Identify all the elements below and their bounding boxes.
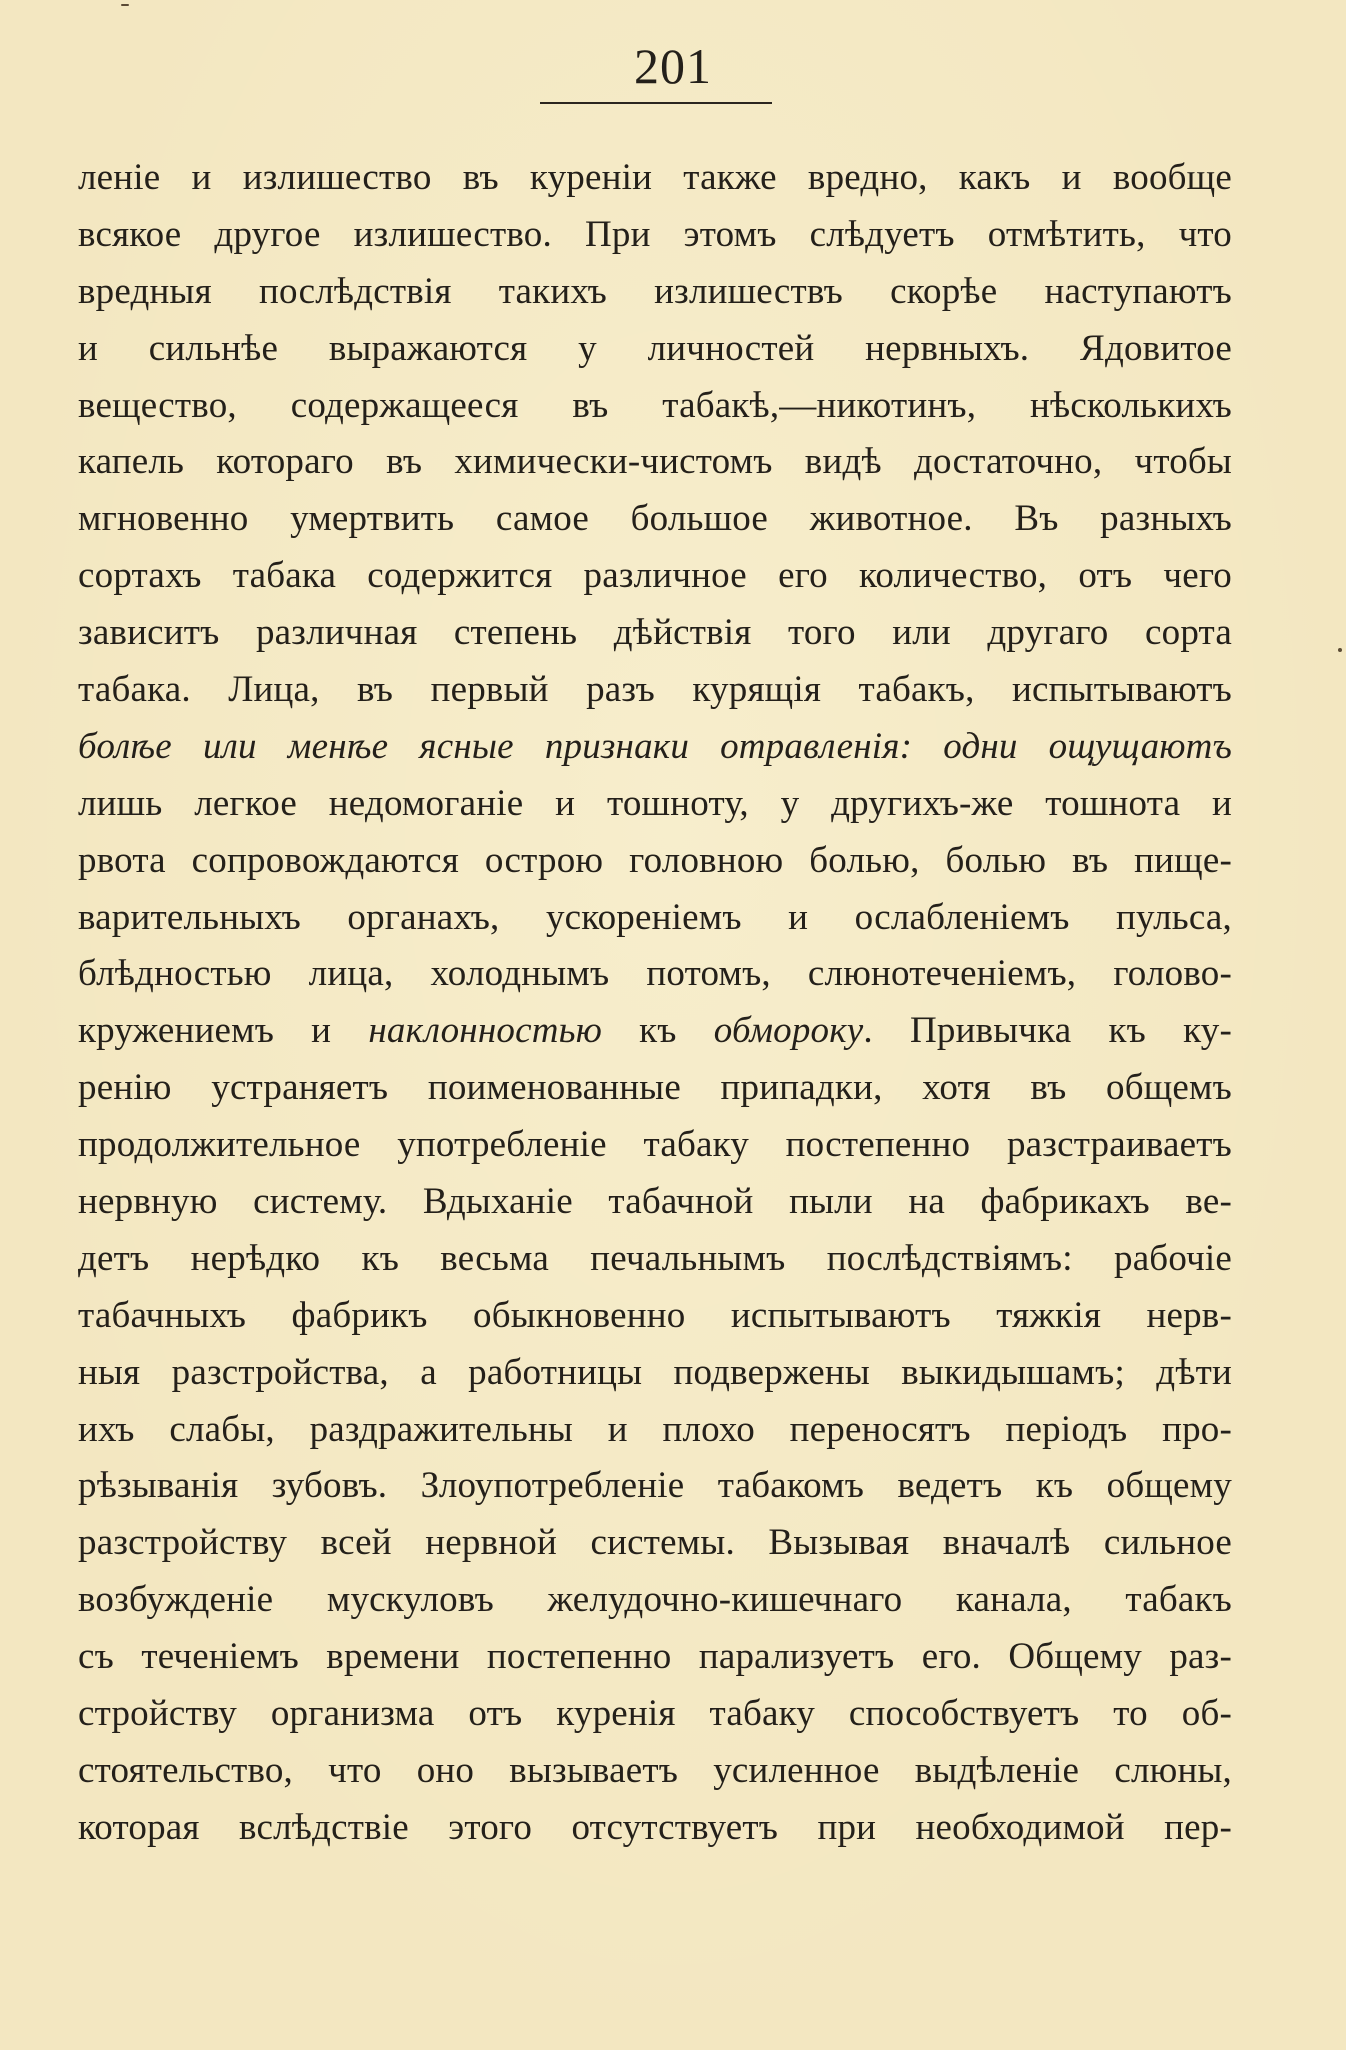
text-line-23: ихъ слабы, раздражительны и плохо переносятъ періодъ про- (78, 1408, 1232, 1450)
page-number-rule (540, 102, 772, 104)
italic-phrase: наклонностью (368, 1010, 602, 1052)
text-line-16: кружениемъ и наклонностью къ обмороку. Привычка къ ку- (78, 1010, 1232, 1052)
page-number: 201 (634, 38, 712, 94)
text-line-12: лишь легкое недомоганіе и тошноту, у другихъ-же тошнота и (78, 782, 1232, 824)
text-line-10: табака. Лица, въ первый разъ курящія табакъ, испытываютъ (78, 669, 1232, 711)
text-line-2: всякое другое излишество. При этомъ слѣдуетъ отмѣтить, что (78, 213, 1232, 255)
text-line-29: стоятельство, что оно вызываетъ усиленное выдѣленіе слюны, (78, 1749, 1232, 1791)
text-line-11: болѣе или менѣе ясные признаки отравленія: одни ощущаютъ (78, 725, 1232, 767)
paper-speck (1338, 648, 1342, 652)
paper-speck (121, 4, 129, 6)
text-line-15: блѣдностью лица, холоднымъ потомъ, слюнотеченіемъ, голово- (78, 953, 1232, 995)
body-text (78, 150, 1232, 1857)
text-line-5: вещество, содержащееся въ табакѣ,—никотинъ, нѣсколькихъ (78, 384, 1232, 426)
text-line-3: вредныя послѣдствія такихъ излишествъ скорѣе наступаютъ (78, 270, 1232, 312)
italic-phrase: обмороку (713, 1010, 864, 1052)
text-line-6: капель котораго въ химически-чистомъ видѣ достаточно, чтобы (78, 441, 1232, 483)
text-line-28: стройству организма отъ куренія табаку способствуетъ то об- (78, 1693, 1232, 1735)
text-line-8: сортахъ табака содержится различное его количество, отъ чего (78, 555, 1232, 597)
text-line-27: съ теченіемъ времени постепенно парализуетъ его. Общему раз- (78, 1636, 1232, 1678)
text-line-7: мгновенно умертвить самое большое животное. Въ разныхъ (78, 498, 1232, 540)
text-line-30: которая вслѣдствіе этого отсутствуетъ при необходимой пер- (78, 1806, 1232, 1848)
text-line-20: детъ нерѣдко къ весьма печальнымъ послѣдствіямъ: рабочіе (78, 1237, 1232, 1279)
text-line-13: рвота сопровождаются острою головною болью, болью въ пище- (78, 839, 1232, 881)
text-line-17: ренію устраняетъ поименованные припадки, хотя въ общемъ (78, 1067, 1232, 1109)
text-line-26: возбужденіе мускуловъ желудочно-кишечнаго канала, табакъ (78, 1579, 1232, 1621)
text-line-22: ныя разстройства, а работницы подвержены выкидышамъ; дѣти (78, 1351, 1232, 1393)
text-line-1: леніе и излишество въ куреніи также вредно, какъ и вообще (78, 157, 1232, 198)
text-line-21: табачныхъ фабрикъ обыкновенно испытываютъ тяжкія нерв- (78, 1294, 1232, 1336)
text-line-4: и сильнѣе выражаются у личностей нервныхъ. Ядовитое (78, 327, 1232, 369)
text-line-25: разстройству всей нервной системы. Вызывая вначалѣ сильное (78, 1522, 1232, 1564)
text-line-18: продолжительное употребленіе табаку постепенно разстраиваетъ (78, 1124, 1232, 1166)
text-line-14: варительныхъ органахъ, ускореніемъ и ослабленіемъ пульса, (78, 896, 1232, 938)
text-line-9: зависитъ различная степень дѣйствія того или другаго сорта (78, 612, 1232, 654)
text-line-19: нервную систему. Вдыханіе табачной пыли на фабрикахъ ве- (78, 1181, 1232, 1223)
text-line-24: рѣзыванія зубовъ. Злоупотребленіе табакомъ ведетъ къ общему (78, 1465, 1232, 1507)
